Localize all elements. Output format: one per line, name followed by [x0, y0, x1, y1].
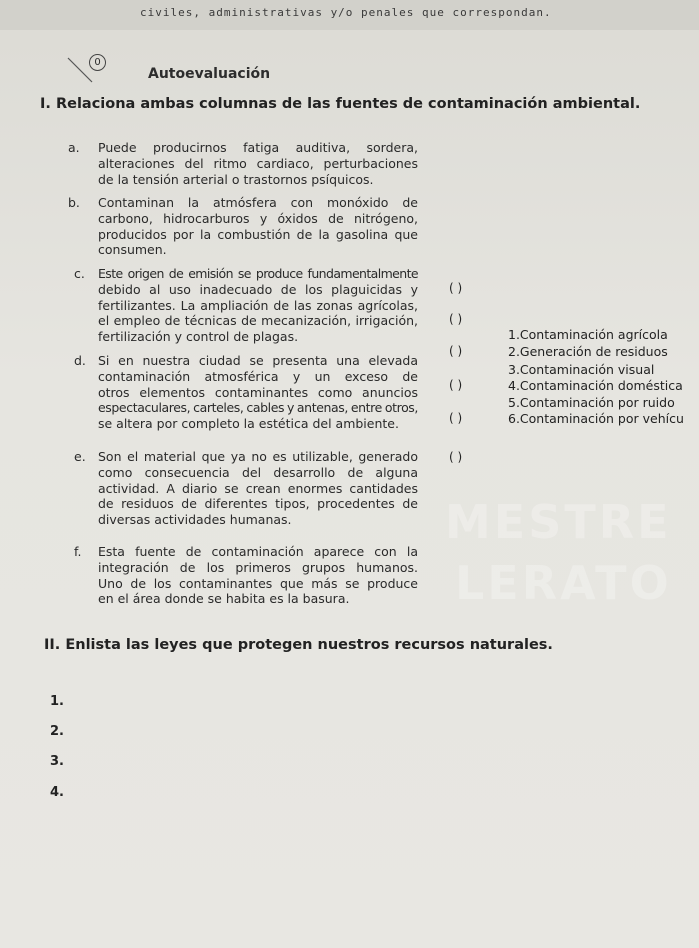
option-3: 3.Contaminación visual	[508, 362, 655, 377]
law-item-number: 1.	[50, 694, 64, 709]
question-letter: d.	[74, 353, 86, 368]
pencil-mark-icon	[66, 56, 96, 86]
question-line: Uno de los contaminantes que más se produce	[98, 575, 418, 591]
option-4: 4.Contaminación doméstica	[508, 378, 683, 393]
question-a	[68, 140, 418, 187]
question-letter: a.	[68, 140, 80, 155]
question-line: actividad. A diario se crean enormes cantidades	[98, 480, 418, 496]
law-item-number: 3.	[50, 754, 64, 769]
question-line: de la tensión arterial o trastornos psíquicos.	[98, 171, 374, 187]
question-line: espectaculares, carteles, cables y antenas, entre otros,	[98, 400, 418, 416]
answer-blank[interactable]: ( )	[449, 312, 463, 326]
question-line: diversas actividades humanas.	[98, 512, 292, 528]
circle-mark-icon: 0	[89, 54, 106, 71]
question-line: debido al uso inadecuado de los plaguicidas y	[98, 281, 418, 297]
question-line: Son el material que ya no es utilizable, generado	[98, 449, 418, 464]
question-line: Este origen de emisión se produce fundamentalmente	[98, 266, 418, 281]
question-line: como consecuencia del desarrollo de alguna	[98, 464, 418, 480]
answer-blank[interactable]: ( )	[449, 344, 463, 358]
option-5: 5.Contaminación por ruido	[508, 395, 675, 410]
question-e	[74, 449, 418, 528]
question-c	[74, 266, 418, 345]
question-line: otros elementos contaminantes como anuncios	[98, 384, 418, 400]
question-line: fertilizantes. La ampliación de las zonas agrícolas,	[98, 297, 418, 313]
question-line: Puede producirnos fatiga auditiva, sordera,	[98, 140, 418, 155]
question-line: carbono, hidrocarburos y óxidos de nitrógeno,	[98, 210, 418, 226]
question-line: alteraciones del ritmo cardiaco, perturbaciones	[98, 155, 418, 171]
section1-heading: I. Relaciona ambas columnas de las fuentes de contaminación ambiental.	[40, 96, 641, 112]
answer-blank[interactable]: ( )	[449, 378, 463, 392]
watermark-line1: MESTRE	[445, 495, 672, 549]
option-2: 2.Generación de residuos	[508, 344, 668, 359]
question-b	[68, 195, 418, 258]
question-f	[74, 544, 418, 607]
question-line: contaminación atmosférica y un exceso de	[98, 368, 418, 384]
option-6: 6.Contaminación por vehícu	[508, 411, 684, 426]
question-line: integración de los primeros grupos humanos.	[98, 559, 418, 575]
previous-text-line: civiles, administrativas y/o penales que correspondan.	[140, 6, 552, 19]
watermark-line2: LERATO	[455, 556, 672, 610]
question-line: consumen.	[98, 242, 167, 258]
answer-blank[interactable]: ( )	[449, 450, 463, 464]
question-line: producidos por la combustión de la gasolina que	[98, 226, 418, 242]
question-line: de residuos de diferentes tipos, procedentes de	[98, 496, 418, 512]
question-letter: c.	[74, 266, 85, 281]
question-line: en el área donde se habita es la basura.	[98, 591, 350, 607]
question-line: Esta fuente de contaminación aparece con la	[98, 544, 418, 559]
question-line: fertilización y control de plagas.	[98, 329, 299, 345]
question-letter: b.	[68, 195, 80, 210]
law-item-number: 2.	[50, 724, 64, 739]
question-line: Si en nuestra ciudad se presenta una elevada	[98, 353, 418, 368]
question-letter: f.	[74, 544, 82, 559]
law-item-number: 4.	[50, 785, 64, 800]
section2-heading: II. Enlista las leyes que protegen nuestros recursos naturales.	[44, 637, 553, 653]
question-line: Contaminan la atmósfera con monóxido de	[98, 195, 418, 210]
answer-blank[interactable]: ( )	[449, 411, 463, 425]
option-1: 1.Contaminación agrícola	[508, 327, 668, 342]
question-letter: e.	[74, 449, 86, 464]
question-d	[74, 353, 418, 432]
answer-blank[interactable]: ( )	[449, 281, 463, 295]
question-line: se altera por completo la estética del ambiente.	[98, 416, 399, 432]
question-line: el empleo de técnicas de mecanización, irrigación,	[98, 313, 418, 329]
section-title: Autoevaluación	[148, 66, 271, 82]
